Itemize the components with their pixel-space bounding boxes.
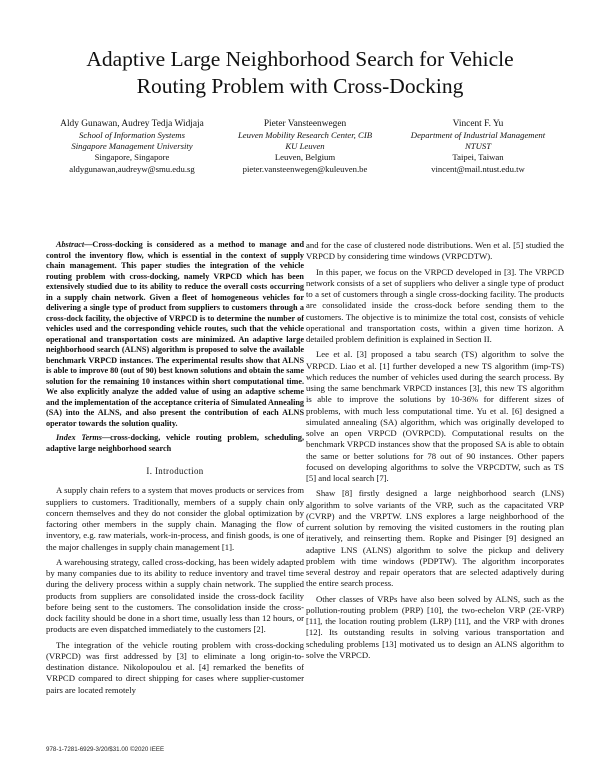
author-location: Leuven, Belgium <box>274 152 336 163</box>
author-org: Singapore Management University <box>71 141 193 152</box>
index-terms-lead: Index Terms <box>56 433 102 442</box>
author-dept: School of Information Systems <box>79 130 185 140</box>
index-terms-text: —cross-docking, vehicle routing problem, scheduling, adaptive large neighborhood search <box>46 433 304 453</box>
author-location: Singapore, Singapore <box>94 152 170 163</box>
author-email[interactable]: pieter.vansteenwegen@kuleuven.be <box>242 163 368 174</box>
body-paragraph: A supply chain refers to a system that moves products or services from suppliers to customers. Traditionally, members of a supply chain only concern themselves and they do not consider the global optimization by factoring other members in the supply chain. Managing the flow of inventory, e.g. raw materials, work-in-process, and finish goods, is one of the major challenges in supply chain management [1]. <box>46 485 304 552</box>
title-line-1: Adaptive Large Neighborhood Search for Vehicle <box>86 47 514 71</box>
right-column <box>306 240 564 661</box>
index-terms <box>46 433 304 454</box>
copyright-footer: 978-1-7281-6929-3/20/$31.00 ©2020 IEEE <box>46 746 165 753</box>
abstract-lead: Abstract <box>56 240 85 249</box>
author-name: Vincent F. Yu <box>452 119 504 129</box>
body-paragraph: In this paper, we focus on the VRPCD developed in [3]. The VRPCD network consists of a set of suppliers who deliver a single type of product to a set of customers through a single cross-docking facility. The products are consolidated inside the cross-dock before sending them to the customers. The objective is to minimize the total cost, consists of vehicle operational and transportation costs, within a given time horizon. A detailed problem definition is explained in Section II. <box>306 266 564 344</box>
body-paragraph: Shaw [8] firstly designed a large neighborhood search (LNS) algorithm to solve variants of the VRP, such as the capacitated VRP (CVRP) and the VRPTW. LNS explores a large neighborhood of the current solution by removing the visited customers in the routing plan iteratively, and reinserting them. Ropke and Pisinger [9] designed an adaptive LNS (ALNS) algorithm to solve the pickup and delivery problem with time windows (PDPTW). The algorithm incorporates several destroy and repair operators that are selected adaptively during the entire search process. <box>306 488 564 589</box>
left-column <box>46 240 304 696</box>
author-name: Pieter Vansteenwegen <box>263 119 347 129</box>
author-dept: Leuven Mobility Research Center, CIB <box>237 130 373 140</box>
author-location: Taipei, Taiwan <box>452 152 504 163</box>
author-1 <box>32 118 232 175</box>
author-2 <box>215 118 395 175</box>
body-paragraph: Other classes of VRPs have also been solved by ALNS, such as the pollution-routing problem (PRP) [10], the two-echelon VRP (2E-VRP) [11], the location routing problem (LRP) [11], and the VRP with drones [12]. Its outstanding results in solving various transportation and scheduling problems [13] motivated us to design an ALNS algorithm to solve the VRPCD. <box>306 593 564 660</box>
author-email[interactable]: aldygunawan,audreyw@smu.edu.sg <box>69 163 195 174</box>
body-paragraph-continued: and for the case of clustered node distributions. Wen et al. [5] studied the VRPCD by considering time windows (VRPCDTW). <box>306 240 564 262</box>
body-paragraph: The integration of the vehicle routing problem with cross-docking (VRPCD) was first addressed by [3] to eliminate a long origin-to-destination distance. Nikolopoulou et al. [4] remarked the benefits of VRPCD compared to direct shipping for cases where supplier-customer pairs are located remotely <box>46 639 304 695</box>
abstract-text: —Cross-docking is considered as a method to manage and control the inventory flow, which is essential in the context of supply chain management. This paper studies the integration of the vehicle routing problem with cross-docking, namely VRPCD which has been extensively studied due to its ability to reduce the overall costs occurring in a supply chain network. Given a fleet of homogeneous vehicles for delivering a single type of product from suppliers to customers through a cross-dock facility, the objective of VRPCD is to determine the number of vehicles used and the corresponding vehicle routes, such that the vehicle operational and transportation costs are minimized. An adaptive large neighborhood search (ALNS) algorithm is proposed to solve the available benchmark VRPCD instances. The experimental results show that ALNS is able to improve 80 (out of 90) best known solutions and obtain the same solution for the remaining 10 instances within short computational time. We also explicitly analyze the added value of using an adaptive scheme and the implementation of the acceptance criteria of Simulated Annealing (SA) into the ALNS, and also present the contribution of each ALNS operator towards the solution quality. <box>46 240 304 428</box>
author-org: KU Leuven <box>285 141 325 152</box>
paper-title <box>40 46 560 100</box>
author-dept: Department of Industrial Management <box>410 130 546 140</box>
author-org: NTUST <box>464 141 492 152</box>
abstract <box>46 240 304 429</box>
author-name: Aldy Gunawan, Audrey Tedja Widjaja <box>60 119 204 129</box>
title-line-2: Routing Problem with Cross-Docking <box>136 74 464 98</box>
author-block <box>0 118 600 188</box>
body-paragraph: Lee et al. [3] proposed a tabu search (TS) algorithm to solve the VRPCD. Liao et al. [1] further developed a new TS algorithm (imp-TS) which reduces the number of vehicles used during the search process. By using the same benchmark VRPCD instances [3], this new TS algorithm is able to improve the solutions by 10-36% for different sizes of problems, with much less computational time. Yu et al. [6] designed a simulated annealing (SA) algorithm, which was originally developed to solve an open VRPCD (OVRPCD). Computational results on the benchmark VRPCD instances show that the proposed SA is able to obtain the same or better solutions for 78 out of 90 instances. Other papers focused on developing algorithms to solve the VRPCDTW, such as TS [5] and local search [7]. <box>306 349 564 483</box>
section-heading-introduction: I. Introduction <box>146 466 204 476</box>
body-paragraph: A warehousing strategy, called cross-docking, has been widely adapted by many companies due to its ability to reduce inventory and travel time during the delivery process within a supply chain network. The supplied products from suppliers are consolidated inside the cross-dock facility before being sent to the customers. The consolidation inside the cross-dock facility should be done in a short time, usually less than 12 hours, or products are even dispatched immediately to the customers [2]. <box>46 556 304 635</box>
author-email[interactable]: vincent@mail.ntust.edu.tw <box>431 163 525 174</box>
author-3 <box>388 118 568 175</box>
